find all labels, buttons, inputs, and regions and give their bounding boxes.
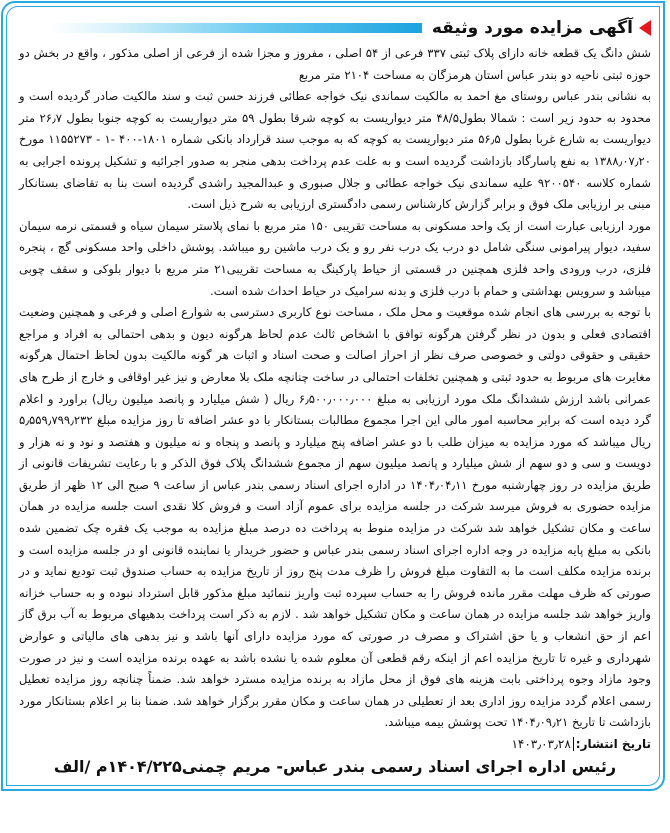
notice-header: [19, 15, 651, 41]
title-gradient-bar: [49, 23, 422, 33]
red-triangle-icon: [639, 20, 651, 36]
paragraph-appraisal-details: مورد ارزیابی عبارت است از یک واحد مسکونی به مساحت تقریبی ۱۵۰ متر مربع با نمای پلاستر سیمان سیاه و قسمتی نرمه سیمان سفید، دیوار پیرامونی سنگی شامل دو درب یک درب نفر رو و یک درب ماشین رو میباشد. پوشش داخلی واحد مسکونی گچ ، پنجره فلزی، درب ورودی واحد فلزی همچنین در قسمتی از حیاط پارکینگ به مساحت تقریبی۲۱ متر مربع با دیوار بلوکی و سقف چوبی میباشد و سرویس بهداشتی و حمام با درب فلزی و بدنه سرامیک در حیاط احداث شده است.: [19, 218, 652, 298]
notice-signature: رئیس اداره اجرای اسناد رسمی بندر عباس- مریم چمنی۱۴۰۴/۲۲۵م /الف: [53, 757, 617, 776]
paragraph-ownership-and-boundaries: به نشانی بندر عباس روستای مغ احمد به مالکیت سماندی نیک خواجه عطائی فرزند حسن ثبت و سند مالکیت صادر گردیده است و محدود به حدود زیر است : شمالا بطول۴۸/۵ متر دیواریست به کوچه شرقا بطول ۵۹ متر دیواریست به کوچه جنوبا بطول ۲۶٫۷ متر دیواریست به شارع غربا بطول ۵۶٫۵ متر دیواریست به کوچه که به موجب سند قرارداد بانکی شماره ۱۸۰۱-۴۰۰ -۱ - ۱۱۵۵۲۷۳ مورخ ۱۳۸۸٫۰۷٫۲۰ به نفع پاسارگاد بازداشت گردیده است و به علت عدم پرداخت بدهی منجر به صدور اجرائیه و تشکیل پرونده اجرایی به شماره کلاسه ۹۲۰۰۵۴۰ علیه سماندی نیک خواجه عطائی و جلال صبوری و عبدالمجید راشدی گردیده است بنا به تقاضای بستانکار مبنی بر ارزیابی ملک فوق و برابر گزارش کارشناس رسمی دادگستری ارزیابی به شرح ذیل است.: [19, 89, 652, 212]
publication-date-value: ۱۴۰۳٫۰۳٫۲۸: [511, 737, 573, 751]
notice-inner-border: [6, 6, 660, 786]
publication-date-label: تاریخ انتشار:: [575, 737, 651, 751]
publication-date-row: [19, 734, 651, 754]
notice-title: آگهی مزایده مورد وثیقه: [431, 18, 633, 38]
notice-outer-border: [1, 1, 665, 791]
notice-body: [19, 43, 651, 754]
paragraph-property-description: شش دانگ یک قطعه خانه دارای پلاک ثبتی ۳۳۷ فرعی از ۵۴ اصلی ، مفروز و مجزا شده از فرعی از اصلی مذکور ، واقع در بخش دو حوزه ثبتی ناحیه دو بندر عباس استان هرمزگان به مساحت ۲۱۰۴ متر مربع: [19, 46, 651, 82]
paragraph-auction-terms: با توجه به بررسی های انجام شده موقعیت و محل ملک ، مساحت نوع کاربری دسترسی به شوارع اصلی و فرعی و همچنین وضعیت اقتصادی فعلی و بدون در نظر گرفتن هرگونه توافق با اشخاص ثالث عدم لحاظ هرگونه دیون و بدهی احتمالی به افراد و مراجع حقیقی و حقوقی دولتی و خصوصی صرف نظر از احراز اصالت و صحت اسناد و اثبات هر گونه مالکیت بدون لحاظ احتمال هرگونه مغایرت های مربوط به حدود ثبتی و همچنین تخلفات احتمالی در ساخت چنانچه ملک بلا معارض و نیز غیر اوقافی و خارج از طرح های عمرانی باشد ارزش ششدانگ ملک مورد ارزیابی به مبلغ ۶٫۵۰۰٫۰۰۰٫۰۰۰ ریال ( شش میلیارد و پانصد میلیون ریال) براورد و اعلام گرد دیده است که برابر محاسبه امور مالی این اجرا مجموع مطالبات بستانکار با دو عشر اضافه تا روز مزایده مبلغ ۵٫۵۵۹٫۷۹۹٫۲۳۲ ریال میباشد که مورد مزایده به میزان طلب با دو عشر اضافه پنج میلیارد و پانصد و پنجاه و نه میلیون و هفتصد و نود و نه هزار و دویست و سی و دو سهم از شش میلیارد و پانصد میلیون سهم از مجموع ششدانگ پلاک فوق الذکر و با رعایت تشریفات قانونی از طریق مزایده در روز چهارشنبه مورخ ۱۴۰۴٫۰۴٫۱۱ در اداره اجرای اسناد رسمی بندر عباس از ساعت ۹ صبح الی ۱۲ ظهر از طریق مزایده حضوری به فروش میرسد شرکت در جلسه مزایده برای عموم آزاد است و فروش کلا نقدی است جلسه مزایده در همان ساعت و مکان تشکیل خواهد شد شرکت در مزایده منوط به پرداخت ده درصد مبلغ مزایده به موجب یک فقره چک تضمین شده بانکی به مبلغ پایه مزایده در وجه اداره اجرای اسناد رسمی بندر عباس و حضور خریدار یا نماینده قانونی او در جلسه مزایده است و برنده مزایده مکلف است ما به التفاوت مبلغ فروش را ظرف مدت پنج روز از تاریخ مزایده به حساب صندوق ثبت تودیع نماید و در صورتی که ظرف مهلت مقرر مانده فروش را به حساب سپرده ثبت واریز ننمائید مبلغ مذکور قابل استرداد نبوده و به حساب خزانه واریز خواهد شد جلسه مزایده در همان ساعت و مکان تشکیل خواهد شد . لازم به ذکر است پرداخت بدهیهای مربوط به آب برق گاز اعم از حق انشعاب و یا حق اشتراک و مصرف در صورتی که مورد مزایده دارای آنها باشد و نیز بدهی های مالیاتی و عوارض شهرداری و غیره تا تاریخ مزایده اعم از اینکه رقم قطعی آن معلوم شده یا نشده باشد به عهده برنده مزایده است و نیز در صورت وجود مازاد وجوه پرداختی بابت هزینه های فوق از محل مازاد به برنده مزایده مسترد خواهد شد. ضمناً چنانچه روز مزایده تعطیل رسمی اعلام گردد مزایده روز اداری بعد از تعطیلی در همان ساعت و مکان مقرر برگزار خواهد شد. ضمنا بنا بر اعلام بستانکار مورد بازداشت تا تاریخ ۱۴۰۴٫۰۹٫۲۱ تحت پوشش بیمه میباشد.: [19, 305, 651, 730]
